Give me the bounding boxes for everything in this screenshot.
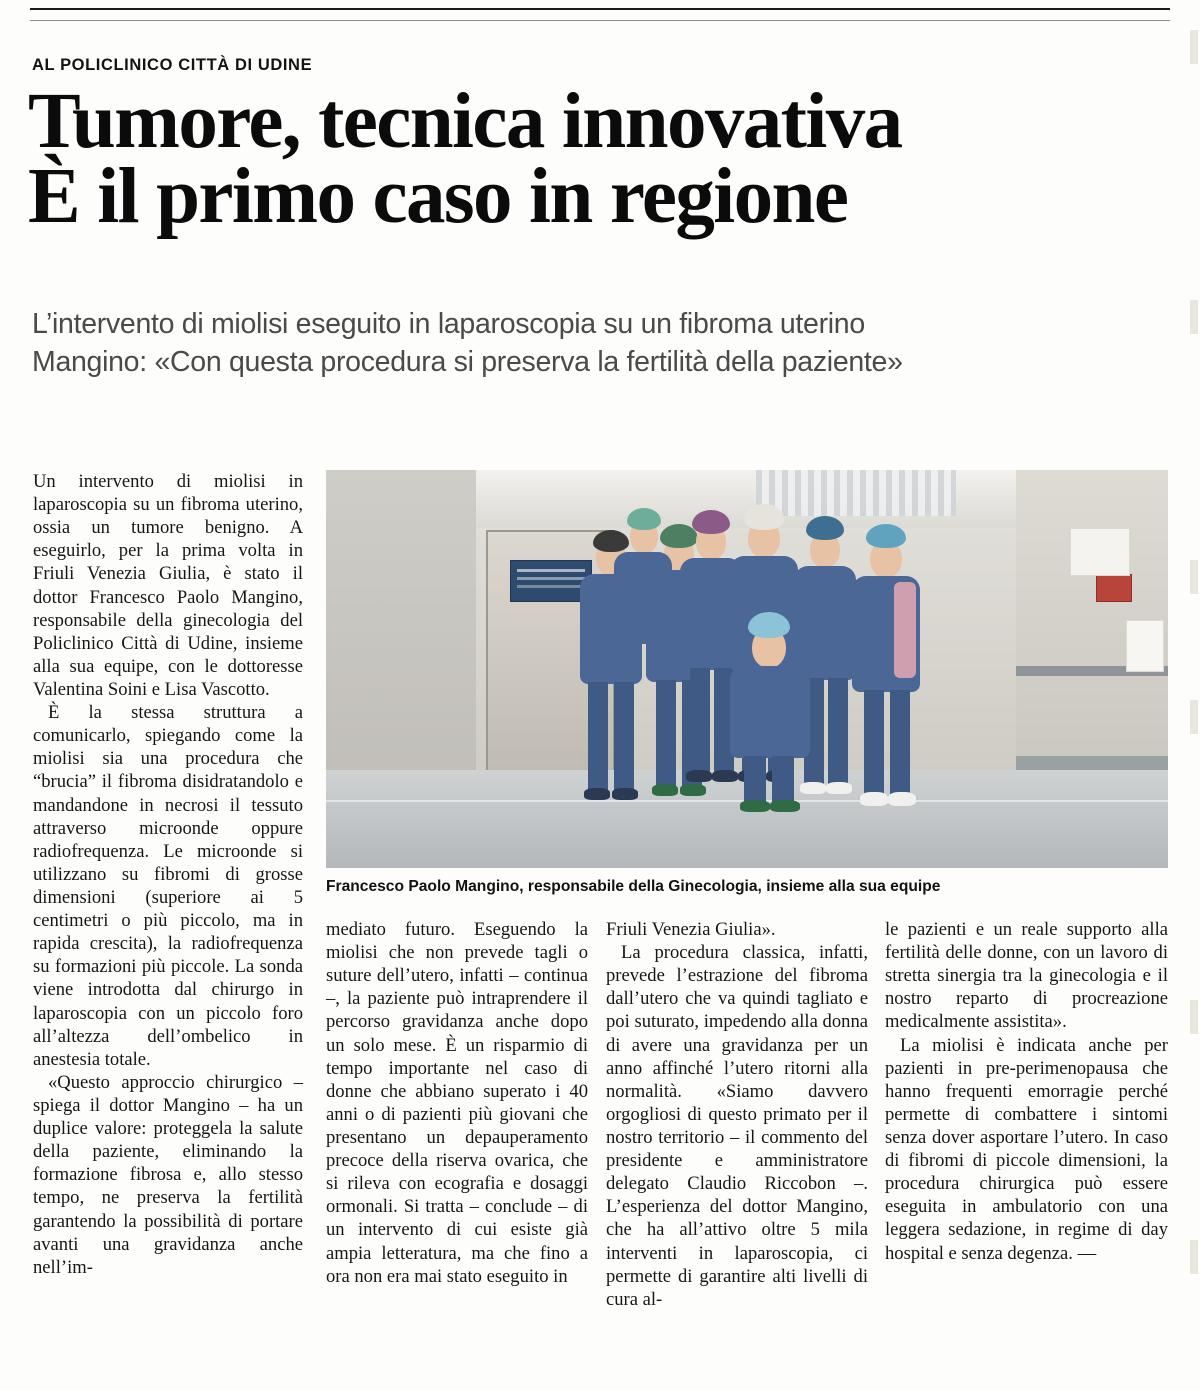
headline-line-1: Tumore, tecnica innovativa xyxy=(28,78,902,165)
paragraph: «Questo approccio chirurgico – spiega il dottor Mangino – ha un duplice valore: proteggela la salute della paziente, eliminando la formazione fibrosa e, allo stesso tempo, ne preserva la fertilità garantendo la possibilità di portare avanti una gravidanza anche nell’im- xyxy=(33,1071,303,1278)
headline-line-2: È il primo caso in regione xyxy=(28,153,848,241)
body-column-1 xyxy=(33,470,303,1279)
paragraph: È la stessa struttura a comunicarlo, spiegando come la miolisi sia una procedura che “brucia” il fibroma disidratandolo e mandandone in necrosi il tessuto attraverso microonde oppure radiofrequenza. Le microonde si utilizzano su fibromi di grosse dimensioni (superiore ai 5 centimetri o più piccolo, ma in rapida crescita), la radiofrequenza su formazioni più piccole. La sonda viene introdotta dal chirurgo in laparoscopia con un piccolo foro all’altezza dell’ombelico in anestesia totale. xyxy=(33,702,303,1070)
paragraph: mediato futuro. Eseguendo la miolisi che non prevede tagli o suture dell’utero, infatti – continua –, la paziente può intraprendere il percorso gravidanza anche dopo un solo mese. È un risparmio di tempo importante nel caso di donne che abbiano superato i 40 anni o di pazienti più giovani che presentano un depauperamento precoce della riserva ovarica, che si rileva con ecografia e dosaggi ormonali. Si tratta – conclude – di un intervento di cui esiste già ampia letteratura, ma che fino a ora non era mai stato eseguito in xyxy=(326,919,588,1287)
paragraph: Friuli Venezia Giulia». xyxy=(606,919,776,940)
top-rule-thin xyxy=(30,20,1170,21)
paragraph: La miolisi è indicata anche per pazienti in pre-perimenopausa che hanno frequenti emorragie perché permette di combattere i sintomi senza dover asportare l’utero. In caso di fibromi di piccole dimensioni, la procedura chirurgica può essere eseguita in ambulatorio con una leggera sedazione, in regime di day hospital e senza degenza. — xyxy=(885,1034,1168,1264)
subheadline xyxy=(32,306,1172,382)
paragraph: le pazienti e un reale supporto alla fertilità delle donne, con un lavoro di stretta sinergia tra la ginecologia e il nostro reparto di procreazione medicalmente assistita». xyxy=(885,919,1168,1033)
subheadline-line-2: Mangino: «Con questa procedura si preserva la fertilità della paziente» xyxy=(32,345,903,378)
paragraph: La procedura classica, infatti, prevede l’estrazione del fibroma dall’utero che va quindi tagliato e poi suturato, impedendo alla donna di avere una gravidanza per un anno affinché l’utero ritorni alla normalità. «Siamo davvero orgogliosi di questo primato per il nostro territorio – il commento del presidente e amministratore delegato Claudio Riccobon –. L’esperienza del dottor Mangino, che ha all’attivo oltre 5 mila interventi in laparoscopia, ci permette di garantire alti livelli di cura al- xyxy=(606,942,868,1310)
subheadline-line-1: L’intervento di miolisi eseguito in laparoscopia su un fibroma uterino xyxy=(32,308,865,340)
body-column-4 xyxy=(885,918,1168,1265)
person xyxy=(724,612,814,812)
page-edge-marks xyxy=(1186,0,1200,1390)
body-column-2 xyxy=(326,918,588,1288)
section-kicker: AL POLICLINICO CITTÀ DI UDINE xyxy=(32,56,313,74)
photo-caption: Francesco Paolo Mangino, responsabile della Ginecologia, insieme alla sua equipe xyxy=(326,878,941,895)
page-title xyxy=(28,78,1168,241)
article-photo xyxy=(326,470,1168,868)
paragraph: Un intervento di miolisi in laparoscopia su un fibroma uterino, ossia un tumore benigno. A eseguirlo, per la prima volta in Friuli Venezia Giulia, è stato il dottor Francesco Paolo Mangino, responsabile della ginecologia del Policlinico Città di Udine, insieme alla sua equipe, con le dottoresse Valentina Soini e Lisa Vascotto. xyxy=(33,471,303,700)
body-column-3 xyxy=(606,918,868,1311)
person xyxy=(612,504,674,644)
fire-alarm-icon xyxy=(1096,574,1132,602)
person xyxy=(850,518,922,824)
top-rule-thick xyxy=(30,8,1170,10)
